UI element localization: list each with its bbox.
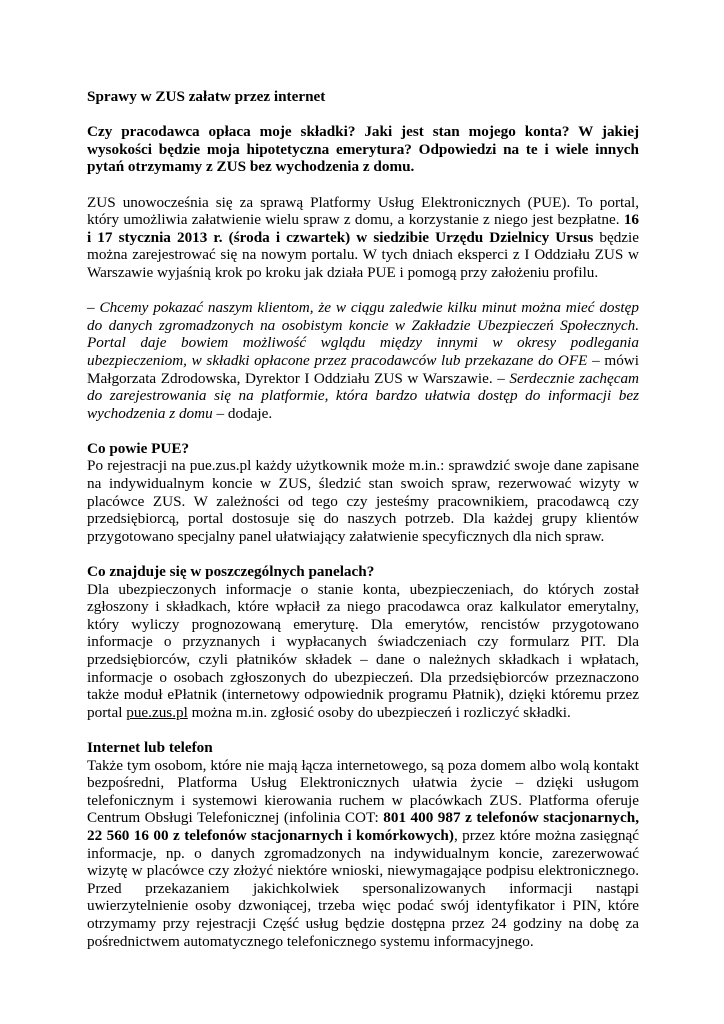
section-heading-panels: Co znajduje się w poszczególnych panelach? xyxy=(87,563,375,581)
panels-text-1: Dla ubezpieczonych informacje o stanie konta, ubezpieczeniach, do których został zgłoszony i składkach, które wpłacił za niego pracodawca oraz kalkulator emerytalny, który wyliczy prognozowaną emeryturę. Dla emerytów, rencistów przygotowano informacje o przyznanych i wypłacanych świadczeniach czy formularz PIT. Dla przedsiębiorców, czyli płatników składek – dane o należnych składkach i wpłatach, informacje o osobach zgłoszonych do ubezpieczeń. Dla przedsiębiorców przeznaczono także moduł ePłatnik (internetowy odpowiednik programu Płatnik), dzięki któremu przez portal xyxy=(87,580,639,721)
quote-attribution: – mówi Małgorzata Zdrodowska, Dyrektor I Oddziału ZUS w Warszawie. – xyxy=(87,351,639,387)
quote-ending: – dodaje. xyxy=(212,404,273,422)
phone-text-2: , przez które można zasięgnąć informacje, np. o danych zgromadzonych na indywidualnym koncie, zarezerwować wizytę w placówce czy złożyć niektóre wnioski, niewymagające podpisu elektronicznego. Przed przekazaniem jakichkolwiek spersonalizowanych informacji nastąpi uwierzytelnienie osoby dzwoniącej, trzeba więc podać swój identyfikator i PIN, które otrzymamy przy rejestracji Część usług będzie dostępna przez 24 godziny na dobę za pośrednictwem automatycznego telefonicznego systemu informacyjnego. xyxy=(87,826,640,950)
intro-text-1: ZUS unowocześnia się za sprawą Platformy Usług Elektronicznych (PUE). To portal, który umożliwia załatwienie wielu spraw z domu, a korzystanie z niego jest bezpłatne. xyxy=(87,193,639,229)
section-heading-pue: Co powie PUE? xyxy=(87,439,190,457)
event-date-bold: 16 i 17 stycznia 2013 r. (środa i czwartek) w siedzibie Urzędu Dzielnicy Ursus xyxy=(87,211,639,246)
phone-numbers-bold: 801 400 987 z telefonów stacjonarnych, 22 560 16 00 z telefonów stacjonarnych i komórkowych) xyxy=(87,809,640,844)
section-body-phone xyxy=(87,757,639,951)
quote-italic-1: – Chcemy pokazać naszym klientom, że w ciągu zaledwie kilku minut można mieć dostęp do danych zgromadzonych na osobistym koncie w Zakładzie Ubezpieczeń Społecznych. Portal daje bowiem możliwość wglądu między innymi w okresy podlegania ubezpieczeniom, w składki opłacone przez pracodawców lub przekazane do OFE xyxy=(87,299,639,369)
panels-text-2: można m.in. zgłosić osoby do ubezpieczeń i rozliczyć składki. xyxy=(187,703,571,721)
intro-paragraph xyxy=(87,194,639,282)
document-title: Sprawy w ZUS załatw przez internet xyxy=(87,88,326,105)
quote-paragraph xyxy=(87,299,639,422)
section-heading-phone: Internet lub telefon xyxy=(87,738,213,756)
section-body-pue: Po rejestracji na pue.zus.pl każdy użytkownik może m.in.: sprawdzić swoje dane zapisane na indywidualnym koncie w ZUS, śledzić stan swoich spraw, rezerwować wizyty w placówce ZUS. W zależności od tego czy jesteśmy pracownikiem, pracodawcą czy przedsiębiorcą, portal dostosuje się do naszych potrzeb. Dla każdej grupy klientów przygotowano specjalny panel ułatwiający załatwienie specyficznych dla nich spraw. xyxy=(87,457,639,545)
lead-paragraph: Czy pracodawca opłaca moje składki? Jaki jest stan mojego konta? W jakiej wysokości będzie moja hipotetyczna emerytura? Odpowiedzi na te i wiele innych pytań otrzymamy z ZUS bez wychodzenia z domu. xyxy=(87,123,639,176)
pue-link[interactable]: pue.zus.pl xyxy=(126,703,188,721)
section-body-panels xyxy=(87,581,639,722)
document-page xyxy=(87,88,639,950)
quote-italic-2: Serdecznie zachęcam do zarejestrowania się na platformie, która bardzo ułatwia dostęp do informacji bez wychodzenia z domu xyxy=(87,369,640,422)
phone-text-1: Także tym osobom, które nie mają łącza internetowego, są poza domem albo wolą kontakt bezpośredni, Platforma Usług Elektronicznych ułatwia życie – dzięki usługom telefonicznym i systemowi kierowania ruchem w placówkach ZUS. Platforma oferuje Centrum Obsługi Telefonicznej (infolinia COT: xyxy=(87,756,639,827)
intro-text-2: będzie można zarejestrować się na nowym portalu. W tych dniach eksperci z I Oddziału ZUS w Warszawie wyjaśnią krok po kroku jak działa PUE i pomogą przy założeniu profilu. xyxy=(87,228,639,281)
